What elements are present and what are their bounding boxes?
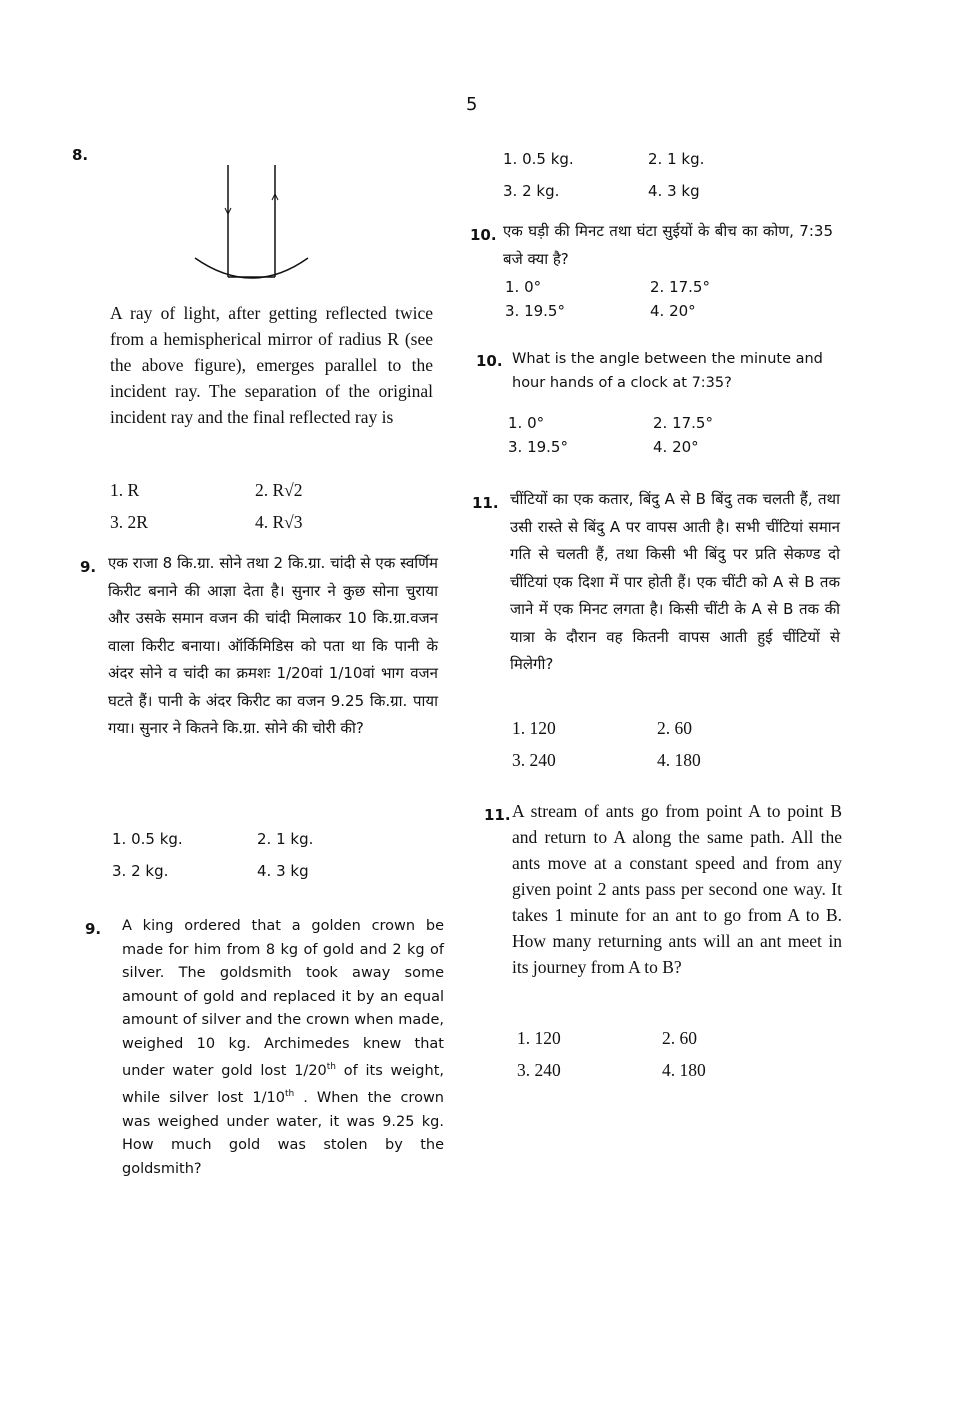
page-number: 5 [466,94,478,115]
q11-en-options [517,1026,807,1082]
hemispherical-mirror-figure [190,160,315,285]
q9-en-option-3[interactable]: 3. 2 kg. [503,182,560,200]
q11-hi-number: 11. [472,494,499,512]
q8-text: A ray of light, after getting reflected twice from a hemispherical mirror of radius R (see the above figure), emerges parallel to the incident ray. The separation of the original incident ray and the final reflected ray is [110,303,433,427]
q9-en-option-1[interactable]: 1. 0.5 kg. [503,150,574,168]
q11-en-option-4[interactable]: 4. 180 [662,1060,706,1080]
q9-hi-text: एक राजा 8 कि.ग्रा. सोने तथा 2 कि.ग्रा. चांदी से एक स्वर्णिम किरीट बनाने की आज्ञा देता है। सुनार ने कुछ सोना चुराया और उसके समान वजन की चांदी मिलाकर 10 कि.ग्रा.वजन वाला किरीट बनाया। ऑर्किमिडिस को पता था कि पानी के अंदर सोने व चांदी का क्रमशः 1/20वां 1/10वां भाग वजन घटते हैं। पानी के अंदर किरीट का वजन 9.25 कि.ग्रा. पाया गया। सुनार ने कितने कि.ग्रा. सोने की चोरी की? [108,554,438,737]
q9-en-text-a: A king ordered that a golden crown be made for him from 8 kg of gold and 2 kg of silver. The goldsmith took away some amount of gold and replaced it by an equal amount of silver and the crown when made, weighed 10 kg. Archimedes knew that under water gold lost 1/20 [122,918,444,1079]
q9-en-options [503,150,793,200]
q11-hi-options [512,716,802,772]
q10-hi-text: एक घड़ी की मिनट तथा घंटा सुईयों के बीच का कोण, 7:35 बजे क्या है? [503,222,833,268]
q11-en-option-3[interactable]: 3. 240 [517,1060,561,1080]
q9-en-option-4[interactable]: 4. 3 kg [648,182,700,200]
q10-en-options [508,414,798,456]
q10-en-text: What is the angle between the minute and hour hands of a clock at 7:35? [512,351,823,391]
q10-en-option-4[interactable]: 4. 20° [653,438,699,456]
q11-en-option-1[interactable]: 1. 120 [517,1028,561,1048]
q8-number: 8. [72,146,89,164]
q9-hi-option-1[interactable]: 1. 0.5 kg. [112,830,183,848]
q11-hi-option-2[interactable]: 2. 60 [657,718,692,738]
q11-hi-option-3[interactable]: 3. 240 [512,750,556,770]
q10-hi-options [505,278,795,320]
q10-hi-option-2[interactable]: 2. 17.5° [650,278,710,296]
q11-hi-option-1[interactable]: 1. 120 [512,718,556,738]
q8-option-1[interactable]: 1. R [110,480,140,500]
q8-option-3[interactable]: 3. 2R [110,512,148,532]
q10-hi-number: 10. [470,226,497,244]
q11-en-number: 11. [484,806,511,824]
q9-hi-option-3[interactable]: 3. 2 kg. [112,862,169,880]
q11-hi-text: चींटियों का एक कतार, बिंदु A से B बिंदु तक चलती हैं, तथा उसी रास्ते से बिंदु A पर वापस आती है। सभी चींटियां समान गति से चलती हैं, तथा किसी भी बिंदु पर प्रति सेकण्ड दो चींटियां एक दिशा में पार होती हैं। एक चींटी को A से B तक जाने में एक मिनट लगता है। किसी चींटी के A से B तक की यात्रा के दौरान वह कितनी वापस आती हुई चींटियों से मिलेगी? [510,490,840,673]
q9-en-sup-a: th [326,1062,337,1072]
q9-hi-number: 9. [80,558,97,576]
q8-option-4[interactable]: 4. R√3 [255,512,303,532]
q8-options [110,478,400,534]
q10-en-option-2[interactable]: 2. 17.5° [653,414,713,432]
q10-en-option-3[interactable]: 3. 19.5° [508,438,568,456]
q10-en-number: 10. [476,352,503,370]
q9-hi-option-4[interactable]: 4. 3 kg [257,862,309,880]
q9-en-sup-b: th [284,1089,295,1100]
q9-hi-option-2[interactable]: 2. 1 kg. [257,830,314,848]
q9-hi-options [112,830,402,880]
q10-en-option-1[interactable]: 1. 0° [508,414,545,432]
q9-en-text-c: . When the crown was weighed under water, it was 9.25 kg. How much gold was stolen by the goldsmith? [122,1090,444,1177]
q11-hi-option-4[interactable]: 4. 180 [657,750,701,770]
q9-en-number: 9. [85,920,102,938]
q10-hi-option-4[interactable]: 4. 20° [650,302,696,320]
q11-en-text: A stream of ants go from point A to point B and return to A along the same path. All the ants move at a constant speed and from any given point 2 ants pass per second one way. It takes 1 minute for an ant to go from A to B. How many returning ants will an ant meet in its journey from A to B? [512,801,842,977]
q11-en-option-2[interactable]: 2. 60 [662,1028,697,1048]
q10-hi-option-3[interactable]: 3. 19.5° [505,302,565,320]
q8-option-2[interactable]: 2. R√2 [255,480,303,500]
q9-en-text-b: of its weight, while silver lost 1/10 [122,1062,444,1107]
q9-en-option-2[interactable]: 2. 1 kg. [648,150,705,168]
q10-hi-option-1[interactable]: 1. 0° [505,278,542,296]
q9-en-text [122,915,444,1181]
